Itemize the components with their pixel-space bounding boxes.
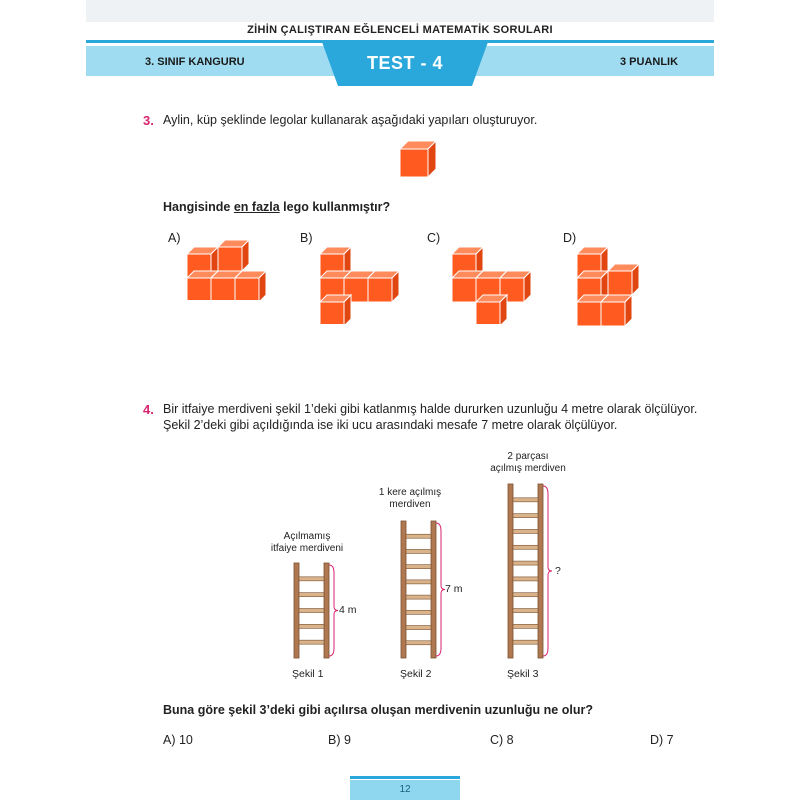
ladder-icon — [294, 563, 329, 658]
series-title: ZİHİN ÇALIŞTIRAN EĞLENCELİ MATEMATİK SORULARI — [247, 24, 553, 36]
page-number: 12 — [399, 784, 411, 795]
ladder-3-measure: ? — [555, 565, 561, 577]
ladder-icon — [401, 521, 436, 658]
measure-brace — [543, 486, 552, 656]
ladder-2-caption-line-1: 1 kere açılmış — [378, 487, 442, 498]
measure-brace — [436, 523, 445, 656]
question-4-prompt: Buna göre şekil 3’deki gibi açılırsa oluşan merdivenin uzunluğu ne olur? — [163, 703, 593, 717]
test-title: TEST - 4 — [366, 53, 443, 73]
ladder-3-caption-line-1: 2 parçası — [507, 451, 549, 462]
ladder-1-figure-label: Şekil 1 — [292, 668, 324, 680]
question-4-line-1: Bir itfaiye merdiveni şekil 1’deki gibi katlanmış halde dururken uzunluğu 4 metre olarak ölçülüyor. — [163, 402, 698, 416]
option-a-label: A) — [168, 231, 181, 245]
prompt-end: lego kullanmıştır? — [279, 200, 391, 214]
option-b-label: B) — [300, 231, 313, 245]
ladder-1-measure: 4 m — [339, 604, 357, 616]
question-4-line-2: Şekil 2’deki gibi açıldığında ise iki ucu arasındaki mesafe 7 metre olarak ölçülüyor. — [163, 418, 618, 432]
points-label: 3 PUANLIK — [620, 56, 679, 68]
answer-b: B) 9 — [328, 733, 351, 747]
question-4-number: 4. — [143, 402, 154, 417]
measure-brace — [329, 565, 338, 656]
question-3-text: Aylin, küp şeklinde legolar kullanarak aşağıdaki yapıları oluşturuyor. — [163, 113, 538, 127]
ladder-2-figure-label: Şekil 2 — [400, 668, 432, 680]
answer-c: C) 8 — [490, 733, 514, 747]
option-d-label: D) — [563, 231, 577, 245]
ladder-3-caption-line-2: açılmış merdiven — [490, 463, 566, 474]
ladder-2-caption-line-2: merdiven — [389, 499, 431, 510]
grade-label: 3. SINIF KANGURU — [145, 56, 245, 68]
question-3-number: 3. — [143, 113, 154, 128]
footer-line — [350, 776, 460, 779]
answer-d: D) 7 — [650, 733, 674, 747]
ladder-2-measure: 7 m — [445, 583, 463, 595]
option-c-label: C) — [427, 231, 441, 245]
ladder-icon — [508, 484, 543, 658]
ladder-1-caption-line-2: itfaiye merdiveni — [270, 543, 344, 554]
prompt-start: Hangisinde — [163, 200, 234, 214]
ladder-3-figure-label: Şekil 3 — [507, 668, 539, 680]
ladder-1-caption-line-1: Açılmamış — [283, 531, 331, 542]
answer-a: A) 10 — [163, 733, 193, 747]
prompt-emphasis: en fazla — [233, 200, 280, 214]
